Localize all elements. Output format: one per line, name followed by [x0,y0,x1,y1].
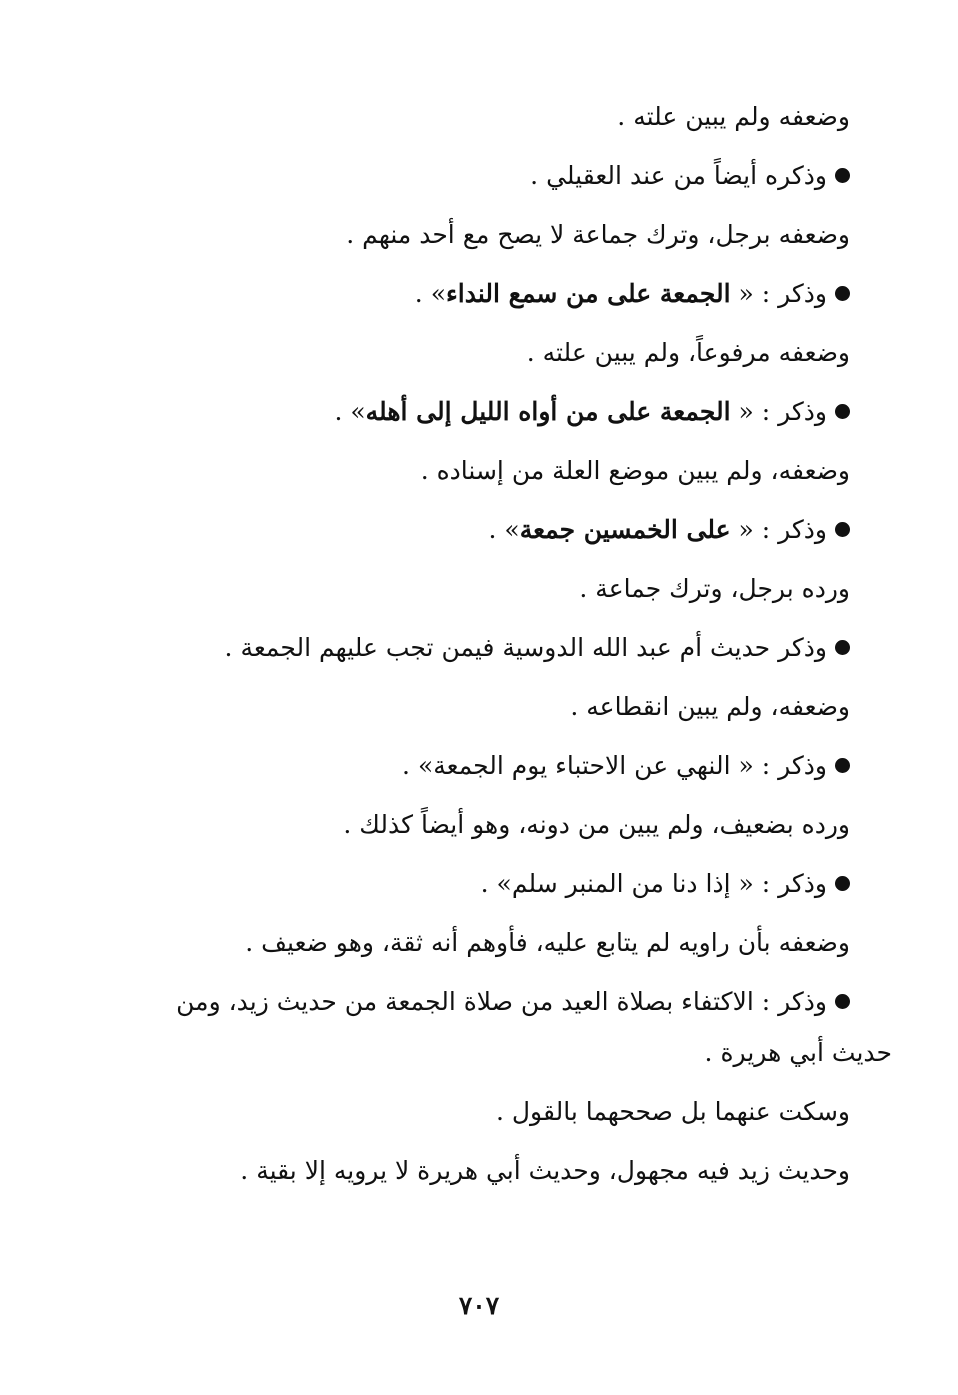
bullet-icon [835,640,850,655]
bullet-entry [488,513,850,547]
bullet-icon [835,876,850,891]
hadith-quote: الجمعة على من أواه الليل إلى أهله [365,397,731,426]
bullet-entry [225,631,850,665]
entry-prefix: وذكر : « [730,279,827,308]
entry-text: وذكره أيضاً من عند العقيلي . [530,161,827,190]
text-line: ورده بضعيف، ولم يبين من دونه، وهو أيضاً كذلك . [343,810,850,839]
text-line: وضعفه، ولم يبين موضع العلة من إسناده . [420,456,850,485]
bullet-icon [835,994,850,1009]
entry-suffix: » . [488,515,520,544]
bullet-entry [481,867,850,901]
text-line-continuation: حديث أبي هريرة . [704,1038,892,1067]
text-line: وضعفه مرفوعاً، ولم يبين علته . [526,338,850,367]
hadith-quote: على الخمسين جمعة [519,515,731,544]
bullet-entry [402,749,850,783]
text-line: وسكت عنهما بل صححهما بالقول . [495,1097,850,1126]
hadith-quote: الجمعة على من سمع النداء [446,279,731,308]
entry-text: وذكر : الاكتفاء بصلاة العيد من صلاة الجمعة من حديث زيد، ومن [176,987,827,1016]
text-line: وضعفه، ولم يبين انقطاعه . [570,692,850,721]
text-line: وضعفه ولم يبين علته . [617,102,850,131]
bullet-entry [334,395,850,429]
entry-suffix: » . [334,397,366,426]
bullet-icon [835,522,850,537]
text-line: وضعفه برجل، وترك جماعة لا يصح مع أحد منهم . [346,220,850,249]
page-number: ٧٠٧ [458,1291,500,1320]
text-line: وضعفه بأن راويه لم يتابع عليه، فأوهم أنه ثقة، وهو ضعيف . [245,928,850,957]
bullet-icon [835,286,850,301]
entry-suffix: » . [414,279,446,308]
text-line: وحديث زيد فيه مجهول، وحديث أبي هريرة لا يرويه إلا بقية . [240,1156,850,1185]
entry-text: وذكر حديث أم عبد الله الدوسية فيمن تجب عليهم الجمعة . [224,633,827,662]
bullet-entry [415,277,850,311]
bullet-icon [835,168,850,183]
text-line: ورده برجل، وترك جماعة . [579,574,850,603]
entry-prefix: وذكر : « [730,515,827,544]
entry-prefix: وذكر : « [730,397,827,426]
bullet-icon [835,758,850,773]
bullet-icon [835,404,850,419]
entry-text: وذكر : « النهي عن الاحتباء يوم الجمعة» . [402,751,827,780]
entry-text: وذكر : « إذا دنا من المنبر سلم» . [480,869,827,898]
bullet-entry [176,985,850,1019]
bullet-entry [530,159,850,193]
